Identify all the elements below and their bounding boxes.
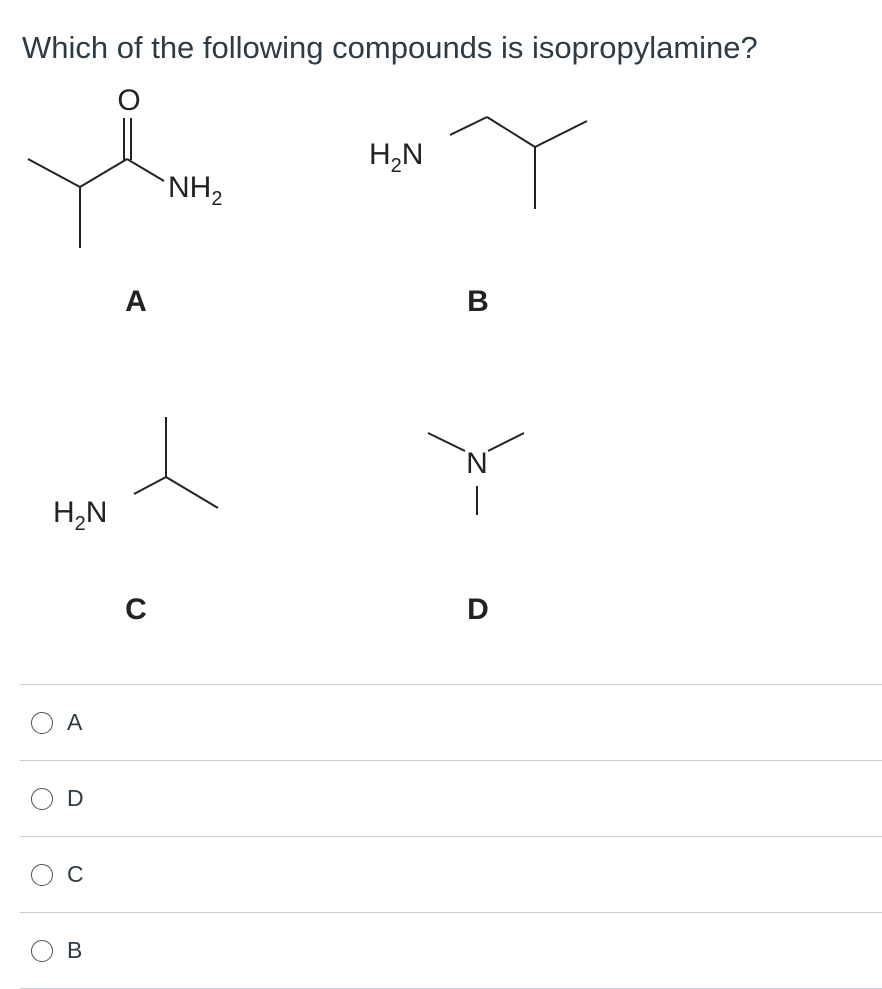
structure-b-label: B (467, 285, 489, 318)
structure-d-bond (428, 433, 465, 451)
structure-c-bond (166, 477, 218, 508)
answer-option[interactable] (20, 760, 882, 836)
structure-d-label: D (467, 593, 489, 626)
structure-c (134, 417, 218, 508)
structures-figure (0, 80, 882, 660)
structure-a-label: A (125, 285, 147, 318)
structure-b-bond (487, 117, 535, 147)
question-text: Which of the following compounds is isopropylamine? (22, 30, 758, 65)
answer-option[interactable] (20, 684, 882, 760)
structure-c-bond (134, 477, 166, 494)
structure-c-label: C (125, 593, 147, 626)
structure-a-bond (80, 159, 127, 187)
structure-b-bond (450, 117, 487, 135)
structure-c-amine-h: H (53, 496, 75, 529)
structure-c-amine-n: N (85, 496, 108, 529)
radio-button[interactable] (31, 864, 53, 886)
radio-button[interactable] (31, 712, 53, 734)
answer-label: B (67, 937, 83, 963)
answer-option[interactable] (20, 912, 882, 989)
structure-b-amine-h: H (369, 138, 391, 171)
answer-option[interactable] (20, 836, 882, 912)
structure-a (28, 118, 164, 248)
structure-a-amine (168, 171, 222, 210)
answer-label: C (67, 861, 84, 887)
structure-a-amine-main: NH (168, 171, 212, 204)
answer-label: A (67, 709, 83, 735)
radio-button[interactable] (31, 940, 53, 962)
answer-label: D (67, 785, 84, 811)
structure-d-amine: N (466, 447, 488, 480)
structure-a-amine-sub: 2 (211, 188, 223, 210)
structure-a-bond (28, 159, 80, 187)
answer-options (20, 684, 882, 989)
structure-b-amine-n: N (401, 138, 424, 171)
structure-b (450, 117, 587, 209)
structure-a-oxygen: O (117, 84, 141, 117)
structure-d-bond (488, 433, 524, 451)
structure-b-amine-sub: 2 (390, 155, 402, 177)
structure-a-bond (127, 159, 164, 181)
structure-c-amine-sub: 2 (74, 513, 86, 535)
radio-button[interactable] (31, 788, 53, 810)
structure-b-bond (535, 121, 587, 147)
structure-b-amine (369, 138, 423, 177)
structure-c-amine (53, 496, 107, 535)
